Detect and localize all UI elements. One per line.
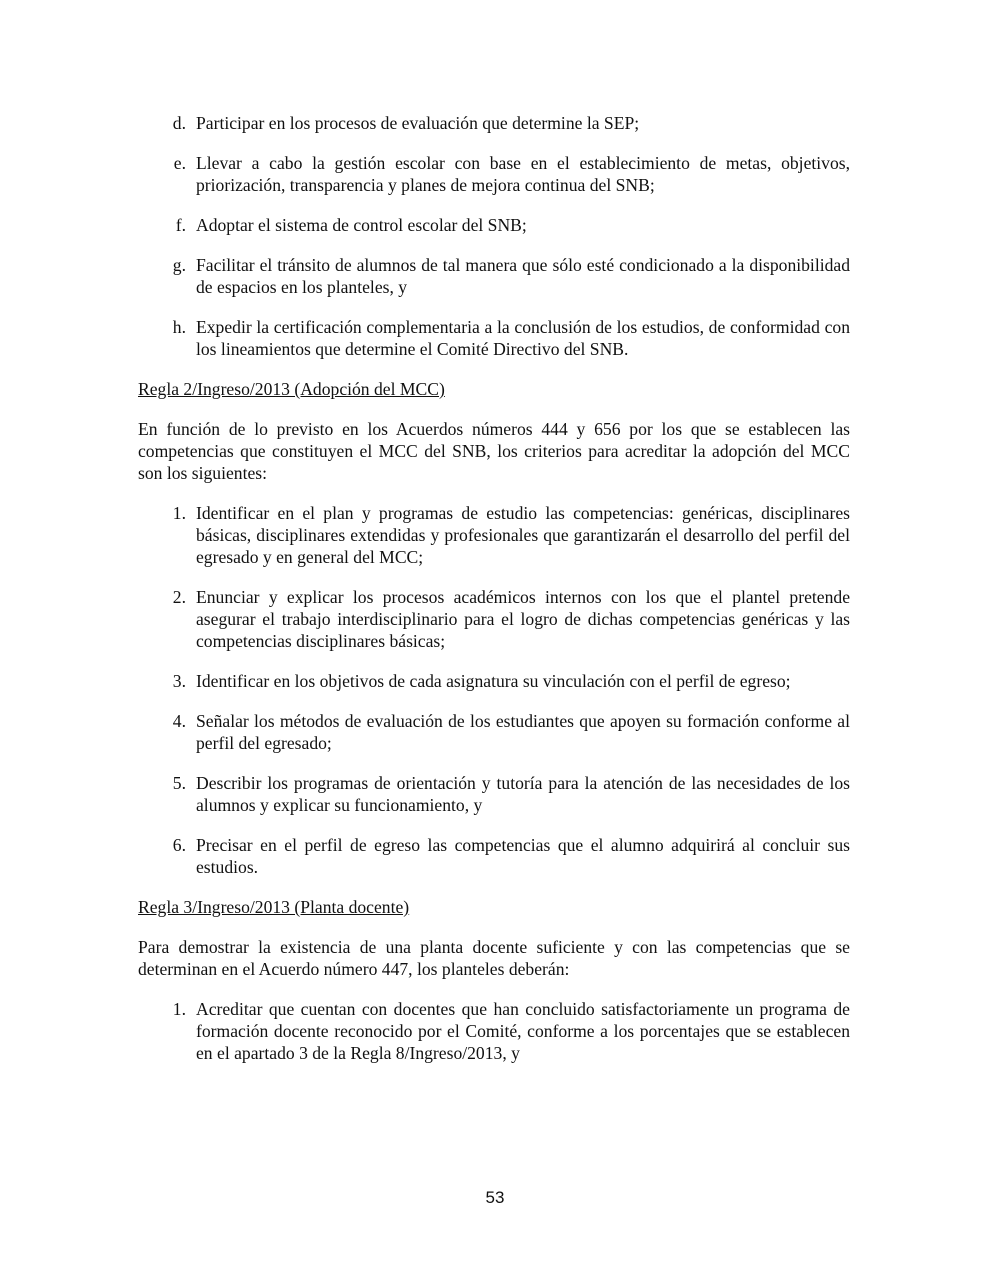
list-marker: f. [175, 215, 186, 235]
list-text: Describir los programas de orientación y tutoría para la atención de las necesidades de los alumnos y explicar su funcionamiento, y [196, 773, 850, 815]
rule2-item-6 [138, 834, 850, 878]
rule2-item-3 [138, 670, 850, 692]
list-text: Enunciar y explicar los procesos académicos internos con los que el plantel pretende asegurar el trabajo interdisciplinario para el logro de dichas competencias genéricas y las competencias disciplinares básicas; [196, 587, 850, 651]
list-text: Facilitar el tránsito de alumnos de tal manera que sólo esté condicionado a la disponibilidad de espacios en los planteles, y [196, 255, 850, 297]
list-item-d [138, 112, 850, 134]
list-text: Participar en los procesos de evaluación que determine la SEP; [196, 113, 640, 133]
list-item-h [138, 316, 850, 360]
list-marker: d. [172, 113, 186, 133]
document-page [138, 112, 850, 1082]
rule3-intro: Para demostrar la existencia de una planta docente suficiente y con las competencias que se determinan en el Acuerdo número 447, los planteles deberán: [138, 937, 850, 979]
list-text: Expedir la certificación complementaria a la conclusión de los estudios, de conformidad con los lineamientos que determine el Comité Directivo del SNB. [196, 317, 850, 359]
list-item-g [138, 254, 850, 298]
list-text: Precisar en el perfil de egreso las competencias que el alumno adquirirá al concluir sus estudios. [196, 835, 850, 877]
rule3-heading: Regla 3/Ingreso/2013 (Planta docente) [138, 897, 410, 917]
list-marker: h. [172, 317, 186, 337]
rule2-item-1 [138, 502, 850, 568]
list-item-e [138, 152, 850, 196]
list-marker: 3. [172, 671, 186, 691]
list-marker: 1. [172, 503, 186, 523]
list-marker: 5. [172, 773, 186, 793]
list-text: Identificar en el plan y programas de estudio las competencias: genéricas, disciplinares básicas, disciplinares extendidas y profesionales que garantizarán el desarrollo del perfil del egresado y en general del MCC; [196, 503, 850, 567]
list-text: Acreditar que cuentan con docentes que han concluido satisfactoriamente un programa de formación docente reconocido por el Comité, conforme a los porcentajes que se establecen en el apartado 3 de la Regla 8/Ingreso/2013, y [196, 999, 850, 1063]
list-marker: 6. [172, 835, 186, 855]
list-marker: 2. [172, 587, 186, 607]
rule3-item-1 [138, 998, 850, 1064]
rule2-heading: Regla 2/Ingreso/2013 (Adopción del MCC) [138, 379, 445, 399]
rule2-intro: En función de lo previsto en los Acuerdos números 444 y 656 por los que se establecen las competencias que constituyen el MCC del SNB, los criterios para acreditar la adopción del MCC son los siguientes: [138, 419, 850, 483]
list-marker: 1. [172, 999, 186, 1019]
rule2-item-4 [138, 710, 850, 754]
list-item-f [138, 214, 850, 236]
list-text: Llevar a cabo la gestión escolar con base en el establecimiento de metas, objetivos, priorización, transparencia y planes de mejora continua del SNB; [196, 153, 850, 195]
page-number: 53 [485, 1188, 505, 1207]
list-marker: e. [173, 153, 186, 173]
list-text: Identificar en los objetivos de cada asignatura su vinculación con el perfil de egreso; [196, 671, 791, 691]
list-text: Adoptar el sistema de control escolar del SNB; [196, 215, 527, 235]
rule2-item-5 [138, 772, 850, 816]
list-marker: 4. [172, 711, 186, 731]
rule2-item-2 [138, 586, 850, 652]
list-marker: g. [172, 255, 186, 275]
list-text: Señalar los métodos de evaluación de los estudiantes que apoyen su formación conforme al perfil del egresado; [196, 711, 850, 753]
